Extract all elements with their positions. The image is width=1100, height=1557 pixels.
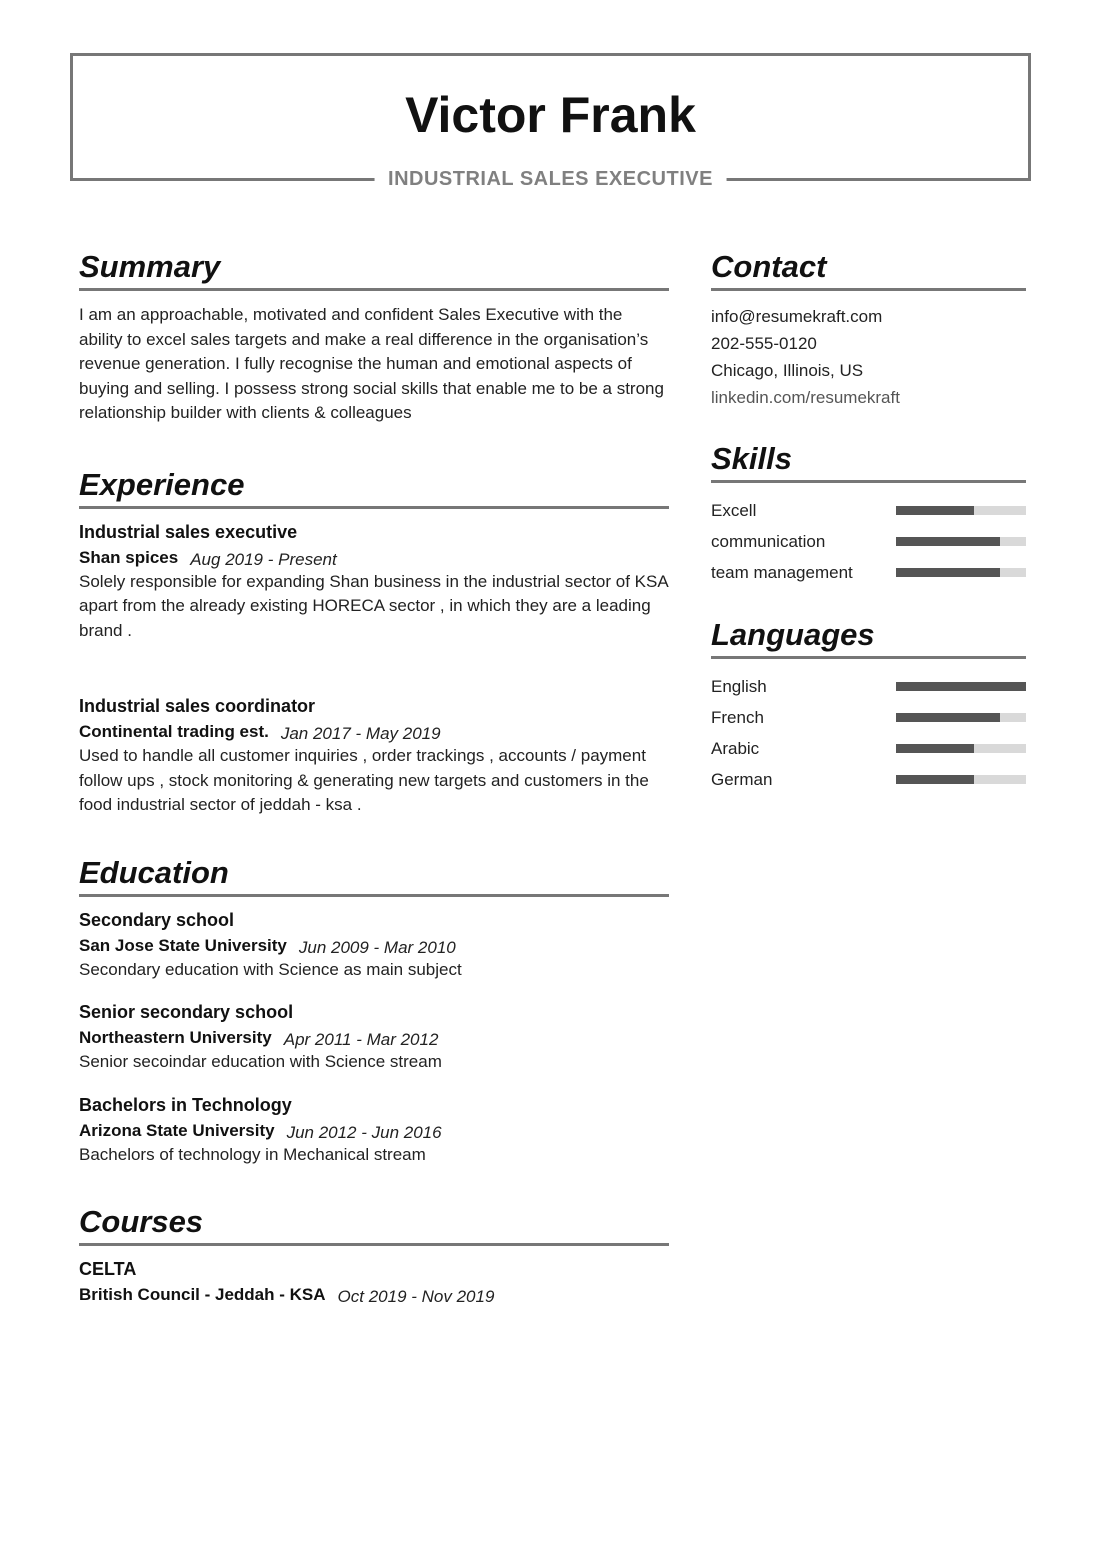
- section-title-summary: Summary: [79, 248, 669, 291]
- course-entry: [79, 1257, 669, 1307]
- education-entry: [79, 1093, 669, 1168]
- skill-row: [711, 557, 1026, 588]
- header-box: [70, 53, 1031, 190]
- skill-label: team management: [711, 562, 853, 582]
- section-title-languages: Languages: [711, 616, 1026, 659]
- languages-list: [711, 671, 1026, 795]
- language-level-bar: [896, 744, 1026, 753]
- contact-linkedin-link[interactable]: linkedin.com/resumekraft: [711, 388, 900, 407]
- language-label: French: [711, 707, 764, 727]
- entry-description: Secondary education with Science as main subject: [79, 959, 462, 979]
- language-label: German: [711, 769, 773, 789]
- summary-text: I am an approachable, motivated and confident Sales Executive with the ability to excel sales targets and make a real difference in the organisation’s revenue generation. I fully recognise the human and emotional aspects of buying and selling. I possess strong social skills that enable me to be a strong relationship builder with clients & colleagues: [79, 305, 664, 422]
- skill-level-bar: [896, 537, 1026, 546]
- section-title-courses: Courses: [79, 1203, 669, 1246]
- experience-entry: [79, 694, 669, 818]
- entry-meta: [79, 1282, 669, 1307]
- entry-degree: Bachelors in Technology: [79, 1094, 292, 1115]
- experience-entry: [79, 520, 669, 644]
- entry-dates: Jun 2009 - Mar 2010: [298, 937, 456, 957]
- entry-org: Shan spices: [79, 547, 179, 567]
- entry-description: Bachelors of technology in Mechanical stream: [79, 1144, 426, 1164]
- entry-dates: Jan 2017 - May 2019: [280, 724, 441, 743]
- language-level-fill: [896, 744, 974, 753]
- language-level-bar: [896, 713, 1026, 722]
- entry-role: Industrial sales executive: [79, 521, 298, 542]
- language-row: [711, 764, 1026, 795]
- left-column: [79, 248, 669, 1307]
- education-section: [79, 854, 669, 1168]
- language-level-bar: [896, 775, 1026, 784]
- skill-label: communication: [711, 531, 826, 551]
- entry-dates: Apr 2011 - Mar 2012: [283, 1030, 439, 1049]
- education-entry: [79, 908, 669, 983]
- language-level-fill: [896, 775, 974, 784]
- language-level-bar: [896, 682, 1026, 691]
- education-entry: [79, 1000, 669, 1075]
- skills-section: [711, 440, 1026, 588]
- entry-org: Continental trading est.: [79, 722, 269, 741]
- skill-level-fill: [896, 506, 974, 515]
- entry-dates: Aug 2019 - Present: [190, 549, 337, 569]
- section-title-contact: Contact: [711, 248, 1026, 291]
- skill-level-bar: [896, 568, 1026, 577]
- entry-org: Northeastern University: [79, 1028, 272, 1047]
- skill-level-bar: [896, 506, 1026, 515]
- skill-row: [711, 526, 1026, 557]
- language-row: [711, 702, 1026, 733]
- entry-dates: Jun 2012 - Jun 2016: [286, 1122, 442, 1142]
- language-row: [711, 671, 1026, 702]
- entry-description: Used to handle all customer inquiries , order trackings , accounts / payment follow ups , stock monitoring & generating new targets and customers in the food industrial sector of jeddah - ksa .: [79, 746, 649, 814]
- entry-org: San Jose State University: [79, 935, 287, 955]
- languages-section: [711, 616, 1026, 795]
- course-name: CELTA: [79, 1259, 137, 1279]
- entry-meta: [79, 1118, 669, 1143]
- contact-location: Chicago, Illinois, US: [711, 361, 864, 380]
- skills-list: [711, 495, 1026, 588]
- contact-section: [711, 248, 1026, 411]
- contact-email[interactable]: info@resumekraft.com: [711, 307, 883, 326]
- skill-level-fill: [896, 537, 1000, 546]
- entry-org: Arizona State University: [79, 1120, 275, 1140]
- section-title-experience: Experience: [79, 466, 669, 509]
- candidate-name: Victor Frank: [405, 87, 696, 143]
- contact-list: [711, 303, 1026, 411]
- entry-degree: Senior secondary school: [79, 1002, 294, 1022]
- skill-level-fill: [896, 568, 1000, 577]
- right-column: [711, 248, 1026, 795]
- entry-meta: [79, 719, 669, 744]
- language-level-fill: [896, 682, 1026, 691]
- entry-description: Senior secoindar education with Science stream: [79, 1052, 442, 1071]
- job-title: INDUSTRIAL SALES EXECUTIVE: [374, 168, 727, 191]
- skill-row: [711, 495, 1026, 526]
- entry-dates: Oct 2019 - Nov 2019: [337, 1287, 495, 1306]
- entry-meta: [79, 933, 669, 958]
- contact-phone: 202-555-0120: [711, 334, 817, 353]
- entry-description: Solely responsible for expanding Shan business in the industrial sector of KSA apart from the already existing HORECA sector , in which they are a leading brand .: [79, 571, 668, 640]
- language-label: Arabic: [711, 738, 760, 758]
- skill-label: Excell: [711, 500, 757, 520]
- entry-meta: [79, 1025, 669, 1050]
- entry-degree: Secondary school: [79, 909, 235, 930]
- entry-org: British Council - Jeddah - KSA: [79, 1285, 326, 1304]
- language-label: English: [711, 676, 767, 696]
- experience-section: [79, 466, 669, 818]
- entry-role: Industrial sales coordinator: [79, 696, 316, 716]
- language-level-fill: [896, 713, 1000, 722]
- courses-section: [79, 1203, 669, 1307]
- summary-section: [79, 248, 669, 426]
- language-row: [711, 733, 1026, 764]
- entry-meta: [79, 545, 669, 570]
- section-title-skills: Skills: [711, 440, 1026, 483]
- section-title-education: Education: [79, 854, 669, 897]
